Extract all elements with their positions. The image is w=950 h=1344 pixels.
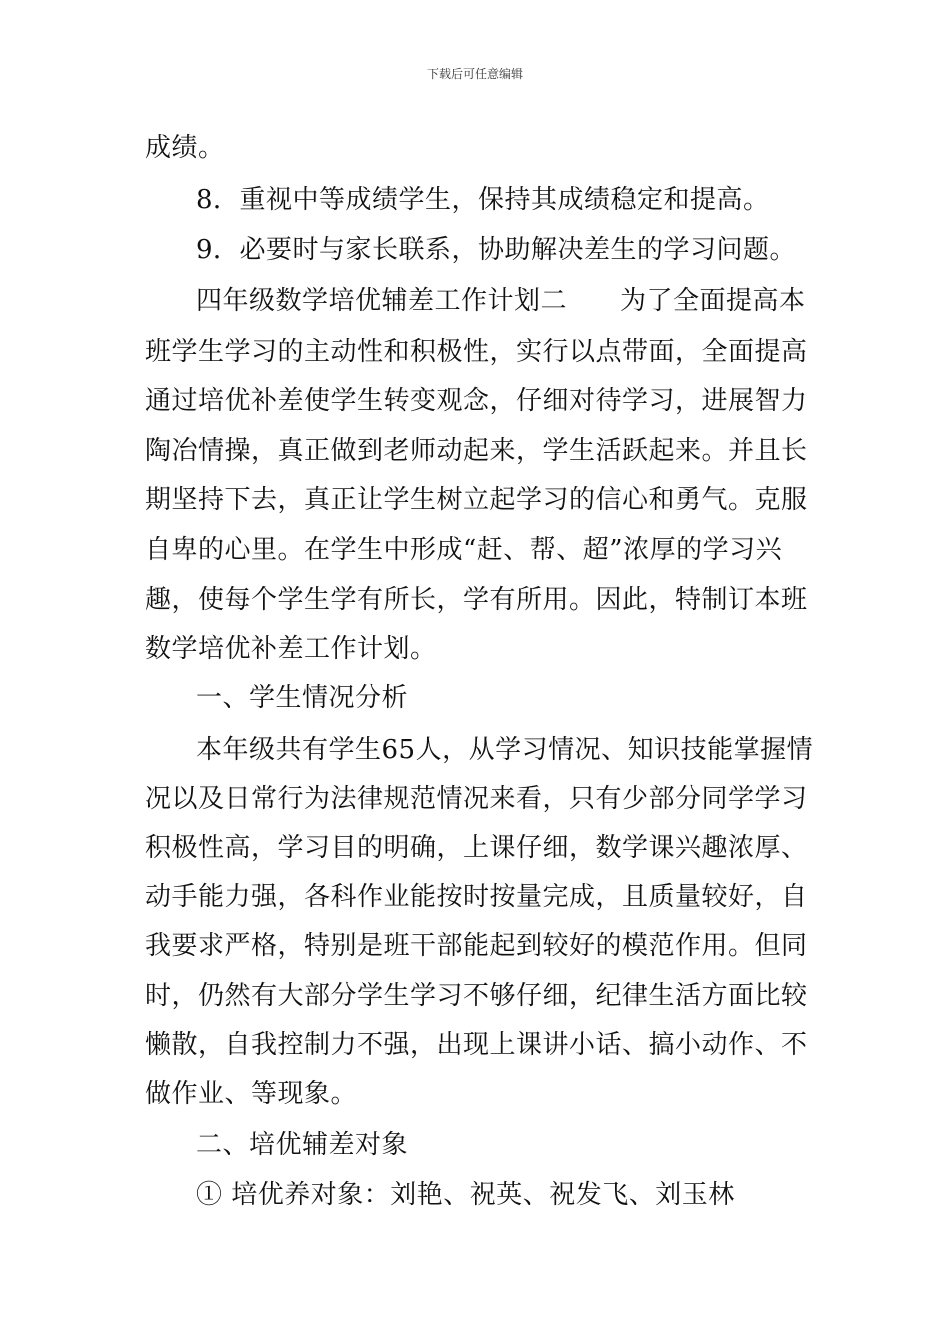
- paragraph-line: 趣，使每个学生学有所长，学有所用。因此，特制订本班: [145, 585, 808, 615]
- section-title-line: 四年级数学培优辅差工作计划二 为了全面提高本: [196, 286, 806, 316]
- paragraph-line: 班学生学习的主动性和积极性，实行以点带面，全面提高: [145, 337, 808, 367]
- paragraph-line: 成绩。: [145, 133, 225, 163]
- list-item-8: 8．重视中等成绩学生，保持其成绩稳定和提高。: [196, 185, 770, 215]
- heading-student-analysis: 一、学生情况分析: [196, 683, 409, 713]
- page-header-note: 下载后可任意编辑: [426, 67, 523, 81]
- paragraph-line: 数学培优补差工作计划。: [145, 634, 437, 664]
- paragraph-line: 做作业、等现象。: [145, 1079, 358, 1109]
- paragraph-line: 通过培优补差使学生转变观念，仔细对待学习，进展智力: [145, 386, 808, 416]
- list-item-9: 9．必要时与家长联系，协助解决差生的学习问题。: [196, 235, 797, 265]
- heading-target-students: 二、培优辅差对象: [196, 1130, 409, 1160]
- paragraph-line: 期坚持下去，真正让学生树立起学习的信心和勇气。克服: [145, 485, 808, 515]
- paragraph-line: 况以及日常行为法律规范情况来看，只有少部分同学学习: [145, 784, 808, 814]
- paragraph-line: 动手能力强，各科作业能按时按量完成，且质量较好，自: [145, 882, 808, 912]
- paragraph-line: 本年级共有学生65人，从学习情况、知识技能掌握情: [196, 735, 814, 765]
- paragraph-line: 自卑的心里。在学生中形成“赶、帮、超”浓厚的学习兴: [145, 535, 783, 565]
- paragraph-line: 陶冶情操，真正做到老师动起来，学生活跃起来。并且长: [145, 436, 808, 466]
- list-item-excellent-students: ① 培优养对象：刘艳、祝英、祝发飞、刘玉林: [196, 1180, 735, 1210]
- paragraph-line: 时，仍然有大部分学生学习不够仔细，纪律生活方面比较: [145, 981, 808, 1011]
- paragraph-line: 积极性高，学习目的明确，上课仔细，数学课兴趣浓厚、: [145, 833, 808, 863]
- paragraph-line: 我要求严格，特别是班干部能起到较好的模范作用。但同: [145, 931, 808, 961]
- paragraph-line: 懒散，自我控制力不强，出现上课讲小话、搞小动作、不: [145, 1030, 808, 1060]
